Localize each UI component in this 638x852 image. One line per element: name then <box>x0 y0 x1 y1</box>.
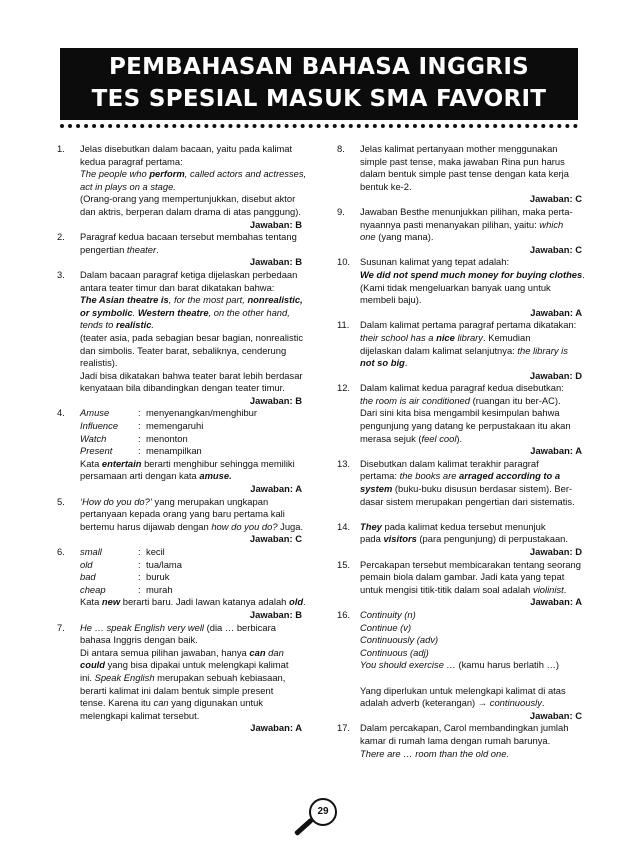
text-line: There are … room than the old one. <box>360 747 510 759</box>
answer-key: Jawaban: B <box>249 608 302 620</box>
item-number: 3. <box>57 268 65 280</box>
text-line: pengunjung yang datang ke perpustakaan itu akan <box>360 420 571 432</box>
text-line: adalah adverb (keterangan) → continuously. <box>360 697 545 709</box>
text-line: tends to realistic. <box>80 319 155 331</box>
text-line: (Orang-orang yang mempertunjukkan, disebut aktor <box>80 193 296 205</box>
text-line: bertemu harus dijawab dengan how do you do? Juga. <box>80 520 304 532</box>
text-line: Dalam percakapan, Carol membandingkan jumlah <box>360 722 569 734</box>
text-line: persamaan arti dengan kata amuse. <box>80 470 232 482</box>
answer-key: Jawaban: C <box>529 709 582 721</box>
text-line: Continue (v) <box>360 621 412 633</box>
vocab-row: cheap : murah <box>80 583 173 595</box>
text-line: pada visitors (para pengunjung) di perpustakaan. <box>360 533 568 545</box>
item-number: 10. <box>337 256 351 268</box>
answer-item-5 <box>57 496 302 546</box>
answer-key: Jawaban: A <box>530 445 582 457</box>
answer-item-6 <box>57 546 306 622</box>
text-line: not so big. <box>360 357 408 369</box>
item-number: 7. <box>57 621 65 633</box>
answer-key: Jawaban: C <box>529 243 582 255</box>
item-number: 1. <box>57 143 65 154</box>
vocab-row: Present : menampilkan <box>80 445 202 457</box>
answer-item-3 <box>57 269 302 408</box>
magnifier-handle-icon <box>294 818 314 836</box>
text-line: Jelas disebutkan dalam bacaan, yaitu pada kalimat <box>80 143 293 154</box>
vocab-row: Influence : memengaruhi <box>80 420 204 432</box>
answer-key: Jawaban: D <box>529 369 582 381</box>
text-line: could yang bisa dipakai untuk melengkapi kalimat <box>80 659 289 671</box>
item-number: 16. <box>337 608 351 620</box>
text-line: dijelaskan dalam kalimat selanjutnya: the library is <box>360 344 568 356</box>
text-line: antara teater timur dan barat dikatakan bahwa: <box>80 281 275 293</box>
text-line: Continuous (adj) <box>360 646 429 658</box>
answer-item-16 <box>337 609 582 722</box>
item-number: 17. <box>337 722 351 734</box>
text-line: kedua paragraf pertama: <box>80 155 183 167</box>
answer-key: Jawaban: C <box>529 193 582 205</box>
text-line: one (yang mana). <box>360 231 434 243</box>
text-line: Continuity (n) <box>360 608 416 620</box>
text-line: Disebutkan dalam kalimat terakhir paragraf <box>360 457 539 469</box>
text-line: ‘How do you do?’ yang merupakan ungkapan <box>80 495 269 507</box>
text-line: dalam bentuk simple past tense dengan kata kerja <box>360 168 569 180</box>
text-line: tense. Karena itu can yang digunakan untuk <box>80 697 263 709</box>
item-number: 6. <box>57 546 65 557</box>
right-column <box>337 143 585 760</box>
text-line: berarti kalimat ini dalam bentuk simple present <box>80 684 274 696</box>
text-line: Yang diperlukan untuk melengkapi kalimat di atas <box>360 684 566 696</box>
answer-item-4 <box>57 407 302 495</box>
text-line: membeli baju). <box>360 294 422 306</box>
text-line: Paragraf kedua bacaan tersebut membahas tentang <box>80 231 297 243</box>
vocab-row: Watch : menonton <box>80 432 188 444</box>
text-line: Jawaban Besthe menunjukkan pilihan, maka perta- <box>360 205 573 217</box>
text-line: (Kami tidak mengeluarkan banyak uang untuk <box>360 281 551 293</box>
text-line: or symbolic. Western theatre, on the other hand, <box>80 306 290 318</box>
text-line: We did not spend much money for buying clothes. <box>360 268 585 280</box>
answer-item-10 <box>337 256 585 319</box>
item-number: 4. <box>57 407 65 419</box>
answer-item-13 <box>337 458 582 521</box>
text-line: pertama: the books are arraged according to a <box>360 470 561 482</box>
item-number: 9. <box>337 205 345 217</box>
answer-key: Jawaban: C <box>249 533 302 545</box>
text-line: Dalam kalimat kedua paragraf kedua disebutkan: <box>360 382 564 394</box>
answer-item-12 <box>337 382 582 458</box>
answer-key: Jawaban: A <box>250 722 302 734</box>
answer-key <box>360 508 582 521</box>
blank-line <box>360 672 582 685</box>
text-line: melengkapi kalimat tersebut. <box>80 709 200 721</box>
title-banner <box>60 48 578 120</box>
text-line: kenyataan bila dibandingkan dengan teater timur. <box>80 382 285 394</box>
item-number: 15. <box>337 558 351 570</box>
answer-key: Jawaban: B <box>249 256 302 268</box>
answer-item-2 <box>57 231 302 269</box>
text-line: dan simbolis. Teater barat, sebaliknya, cenderung <box>80 344 287 356</box>
answer-key: Jawaban: A <box>530 306 582 318</box>
text-line: dasar sistem merupakan pengertian dari sistematis. <box>360 495 575 507</box>
vocab-row: small : kecil <box>80 546 165 557</box>
text-line: Susunan kalimat yang tepat adalah: <box>360 256 510 268</box>
answer-item-7 <box>57 622 302 735</box>
item-number: 14. <box>337 520 351 532</box>
title-line-1: PEMBAHASAN BAHASA INGGRIS <box>108 54 530 80</box>
item-number: 11. <box>337 319 350 331</box>
text-line: Di antara semua pilihan jawaban, hanya can dan <box>80 646 284 658</box>
page-number: 29 <box>309 798 337 826</box>
text-line: realistis). <box>80 357 118 369</box>
text-line: their school has a nice library. Kemudian <box>360 331 531 343</box>
text-line: merasa sejuk (feel cool). <box>360 432 463 444</box>
text-line: Percakapan tersebut membicarakan tentang seorang <box>360 558 581 570</box>
item-number: 12. <box>337 382 351 394</box>
text-line: simple past tense, maka jawaban Rina pun harus <box>360 155 565 167</box>
text-line: ini. Speak English merupakan sebuah kebiasaan, <box>80 671 286 683</box>
text-line: Continuously (adv) <box>360 634 439 646</box>
text-line: They pada kalimat kedua tersebut menunjuk <box>360 520 546 532</box>
item-number: 8. <box>337 143 345 154</box>
text-line: pertanyaan kepada orang yang baru pertama kali <box>80 508 285 520</box>
text-line: Dalam bacaan paragraf ketiga dijelaskan perbedaan <box>80 268 298 280</box>
item-number: 13. <box>337 457 351 469</box>
text-line: act in plays on a stage. <box>80 180 176 192</box>
text-line: system (buku-buku disusun berdasar sistem). Ber- <box>360 483 573 495</box>
answer-item-14 <box>337 521 582 559</box>
answer-item-17 <box>337 722 582 760</box>
answer-key: Jawaban: D <box>529 546 582 557</box>
text-line: (teater asia, pada sebagian besar bagian, nonrealistic <box>80 331 304 343</box>
text-line: dan aktris, berperan dalam drama di atas panggung). <box>80 205 301 217</box>
text-line: You should exercise … (kamu harus berlatih …) <box>360 659 560 671</box>
answer-key: Jawaban: B <box>249 394 302 406</box>
text-line: The Asian theatre is, for the most part, nonrealistic, <box>80 294 303 306</box>
item-number: 2. <box>57 231 65 243</box>
text-line: Jelas kalimat pertanyaan mother menggunakan <box>360 143 558 154</box>
answer-key: Jawaban: A <box>250 483 302 495</box>
text-line: bahasa Inggris dengan baik. <box>80 634 198 646</box>
answer-item-9 <box>337 206 582 256</box>
answer-item-15 <box>337 559 582 609</box>
text-line: The people who perform, called actors and actresses, <box>80 168 307 180</box>
left-column <box>57 143 307 735</box>
dotted-divider <box>60 124 578 128</box>
text-line: the room is air conditioned (ruangan itu ber-AC). <box>360 394 561 406</box>
text-line: nyaannya pasti menanyakan pilihan, yaitu: which <box>360 218 564 230</box>
text-line: pemain biola dalam gambar. Jadi kata yang tepat <box>360 571 565 583</box>
answer-item-1 <box>57 143 307 231</box>
text-line: Dari sini kita bisa mengambil kesimpulan bahwa <box>360 407 560 419</box>
vocab-row: Amuse : menyenangkan/menghibur <box>80 407 258 419</box>
item-number: 5. <box>57 495 65 507</box>
answer-item-11 <box>337 319 582 382</box>
vocab-row: old : tua/lama <box>80 558 182 570</box>
text-line: kamar di rumah lama dengan rumah barunya. <box>360 734 551 746</box>
text-line: untuk mengisi titik-titik dalam soal adalah violinist. <box>360 583 567 595</box>
text-line: Jadi bisa dikatakan bahwa teater barat lebih berdasar <box>80 369 303 381</box>
answer-key: Jawaban: B <box>249 218 302 230</box>
text-line: bentuk ke-2. <box>360 180 412 192</box>
title-line-2: TES SPESIAL MASUK SMA FAVORIT <box>91 86 547 112</box>
text-line: Kata new berarti baru. Jadi lawan katanya adalah old. <box>80 596 306 608</box>
text-line: Kata entertain berarti menghibur sehingga memiliki <box>80 457 295 469</box>
vocab-row: bad : buruk <box>80 571 170 583</box>
text-line: pengertian theater. <box>80 243 159 255</box>
answer-item-8 <box>337 143 582 206</box>
text-line: Dalam kalimat pertama paragraf pertama dikatakan: <box>360 319 577 331</box>
text-line: He … speak English very well (dia … berbicara <box>80 621 276 633</box>
answer-key: Jawaban: A <box>530 596 582 608</box>
